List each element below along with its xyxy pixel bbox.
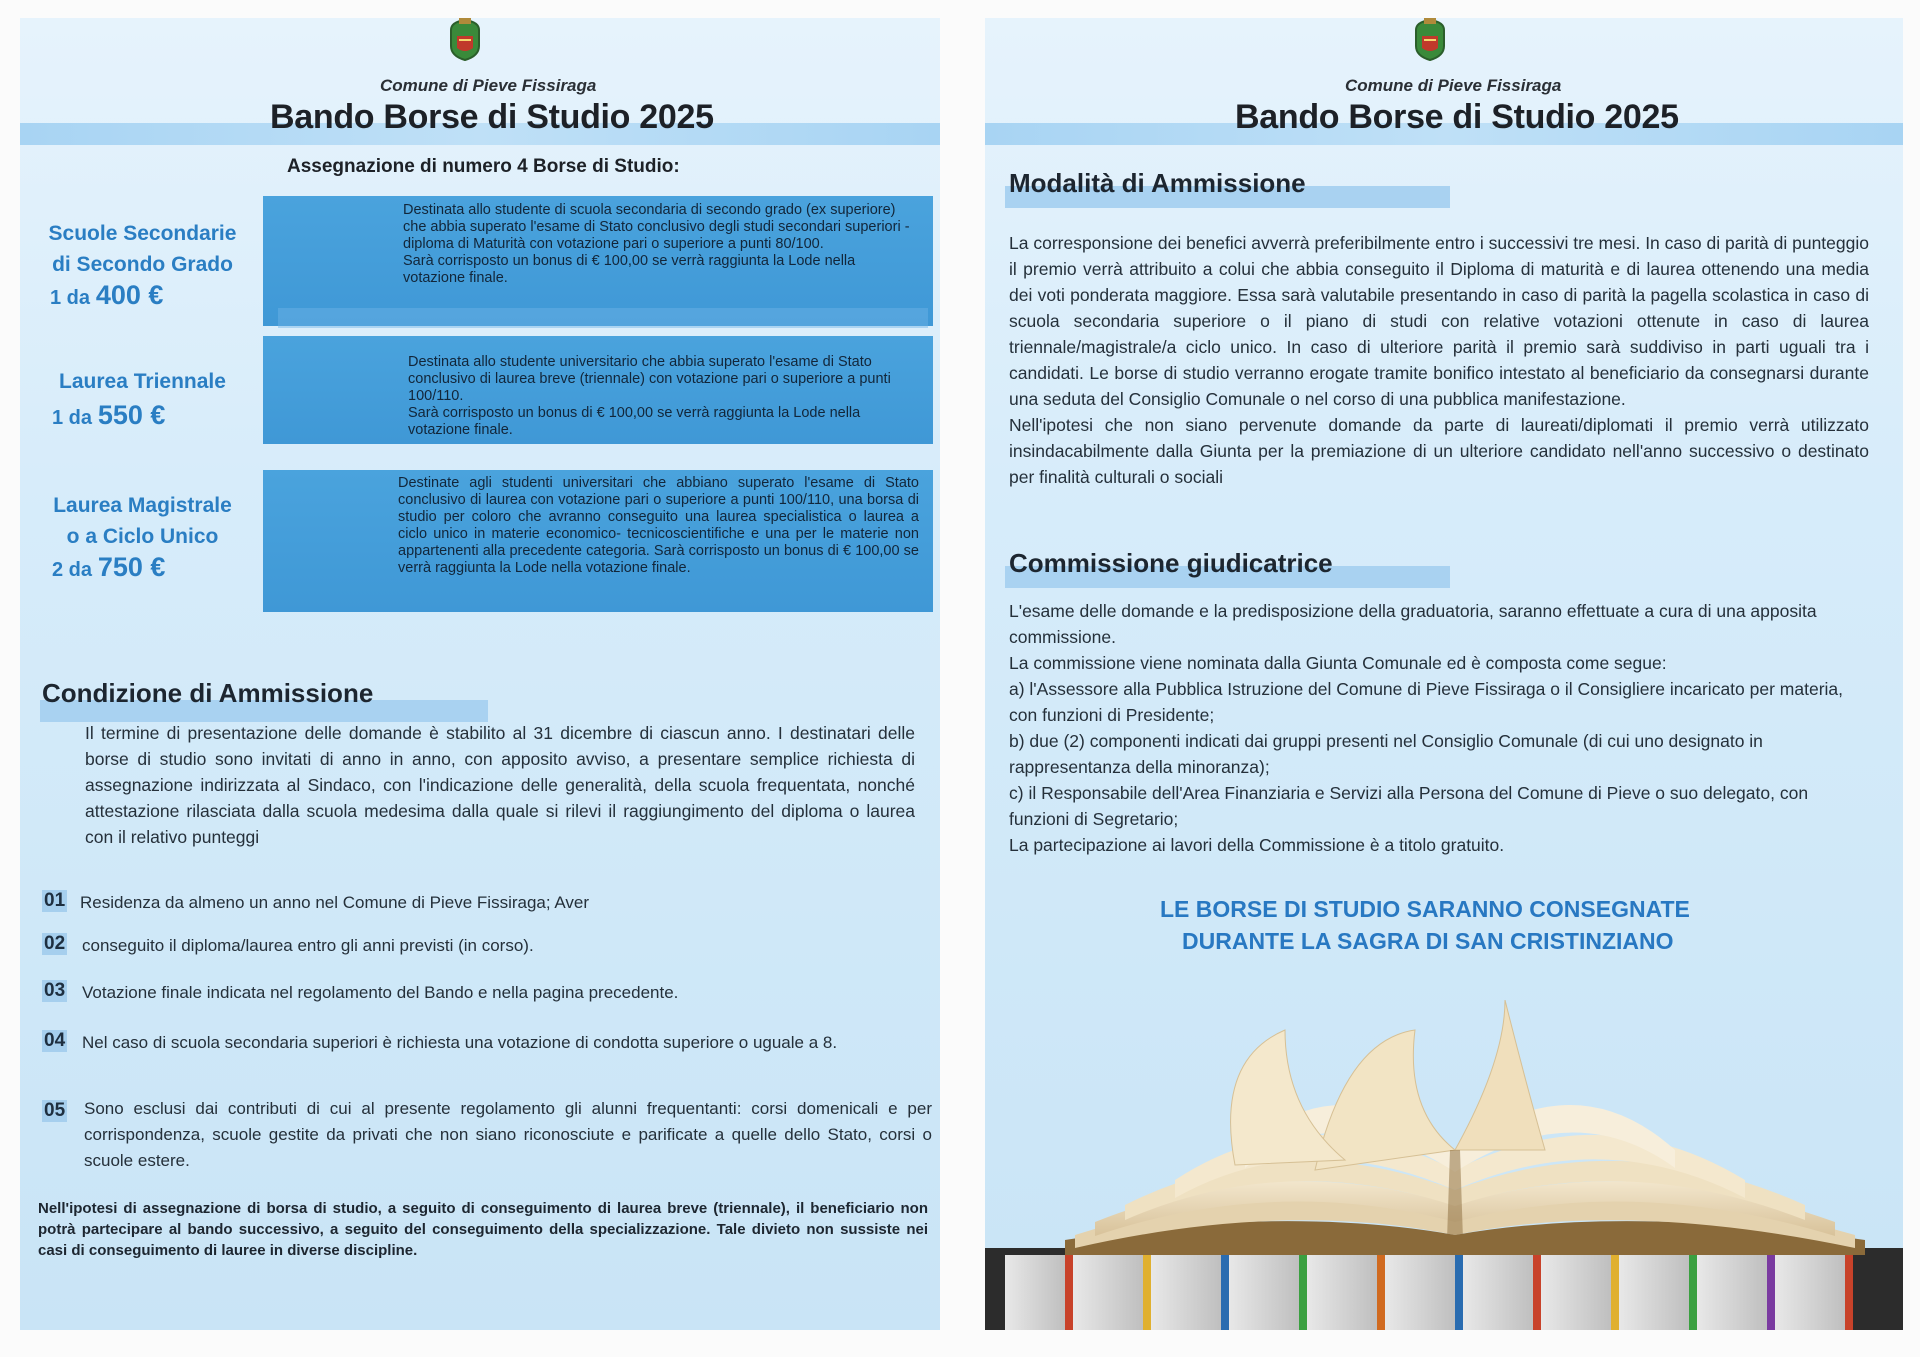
condition-item bbox=[42, 890, 922, 916]
comune-name: Comune di Pieve Fissiraga bbox=[380, 76, 597, 95]
category-description-box bbox=[263, 196, 933, 326]
category-name: Laurea Triennale bbox=[59, 370, 226, 393]
condizione-text: Il termine di presentazione delle domande è stabilito al 31 dicembre di ciascun anno. I destinatari delle borse di studio sono invitati di anno in anno, con apposito avviso, a presentare semplice richiesta di assegnazione indirizzata al Sindaco, con l'indicazione delle generalità, della scuola frequentata, nonché attestazione rilasciata dalla scuola medesima dalla quale si rilevi il raggiungimento del diploma o laurea con il relativo punteggi bbox=[85, 723, 915, 847]
commissione-line: a) l'Assessore alla Pubblica Istruzione del Comune di Pieve Fissiraga o il Consigliere incaricato per materia, con funzioni di Presidente; bbox=[1009, 679, 1844, 725]
commissione-line: La commissione viene nominata dalla Giunta Comunale ed è composta come segue: bbox=[1009, 653, 1667, 673]
category-name-2: o a Ciclo Unico bbox=[66, 525, 219, 548]
category-name: Scuole Secondarie bbox=[48, 222, 237, 245]
item-number: 04 bbox=[44, 1030, 66, 1051]
commissione-line: L'esame delle domande e la predisposizione della graduatoria, saranno effettuate a cura di una apposita commissione. bbox=[1009, 601, 1817, 647]
condition-item bbox=[42, 933, 922, 959]
category-secondary bbox=[40, 218, 245, 314]
item-text: Sono esclusi dai contributi di cui al presente regolamento gli alunni frequentanti: corsi domenicali e per corrispondenza, scuole gestite da privati che non siano riconosciute e parificate a quelle dello Stato, corsi o scuole estere. bbox=[84, 1099, 932, 1170]
commissione-line: La partecipazione ai lavori della Commissione è a titolo gratuito. bbox=[1009, 835, 1505, 855]
category-name-2: di Secondo Grado bbox=[52, 253, 233, 276]
assignment-heading: Assegnazione di numero 4 Borse di Studio: bbox=[287, 156, 680, 177]
category-name: Laurea Magistrale bbox=[53, 494, 232, 517]
category-description: Destinate agli studenti universitari che abbiano superato l'esame di Stato conclusivo di laurea con votazione pari o superiore a punti 100/110, una borsa di studio per coloro che avranno conseguito una laurea specialistica o laurea a ciclo unico in materie economico- tecnicoscientifiche e una per le materie non appartenenti alla precedente categoria. Sarà corrisposto un bonus di € 100,00 se verrà raggiunta la Lode nella votazione finale. bbox=[398, 475, 919, 576]
modalita-paragraph-1: La corresponsione dei benefici avverrà preferibilmente entro i successivi tre mesi. In caso di parità di punteggio il premio verrà attribuito a colui che abbia conseguito il Diploma di maturità e di laurea ottenendo una media dei voti ponderata maggiore. Essa sarà valutabile presentando in caso di parità la pagella scolastica in caso di scuola secondaria superiore o il piano di studi con relative votazioni ottenute in caso di laurea triennale/magistrale/a ciclo unico. In caso di ulteriore parità il premio sarà suddiviso in parti uguali tra i candidati. Le borse di studio verranno erogate tramite bonifico intestato al beneficiario da consegnarsi durante una seduta del Consiglio Comunale o nel corso di una pubblica manifestazione. bbox=[1009, 233, 1869, 409]
modalita-text bbox=[1009, 230, 1869, 490]
municipal-crest-icon bbox=[445, 18, 485, 62]
item-text: Nel caso di scuola secondaria superiori è richiesta una votazione di condotta superiore o uguale a 8. bbox=[82, 1033, 838, 1052]
category-description-box bbox=[263, 336, 933, 444]
comune-name: Comune di Pieve Fissiraga bbox=[1345, 76, 1562, 95]
category-bonus: Sarà corrisposto un bonus di € 100,00 se verrà raggiunta la Lode nella votazione finale. bbox=[408, 405, 861, 438]
condition-item bbox=[42, 1096, 932, 1174]
commissione-line: b) due (2) componenti indicati dai gruppi presenti nel Consiglio Comunale (di cui uno designato in rappresentanza della minoranza); bbox=[1009, 731, 1763, 777]
item-number: 01 bbox=[44, 890, 66, 911]
category-description: Destinata allo studente di scuola secondaria di secondo grado (ex superiore) che abbia superato l'esame di Stato conclusivo degli studi secondari superiori - diploma di Maturità con votazione pari o superiore a punti 80/100. bbox=[403, 202, 910, 252]
category-description-box bbox=[263, 470, 933, 612]
item-number: 05 bbox=[44, 1100, 66, 1121]
category-amount: 2 da 750 € bbox=[52, 552, 166, 582]
category-bonus: Sarà corrisposto un bonus di € 100,00 se verrà raggiunta la Lode nella votazione finale. bbox=[403, 253, 856, 286]
restriction-note: Nell'ipotesi di assegnazione di borsa di studio, a seguito di conseguimento di laurea breve (triennale), il beneficiario non potrà partecipare al bando successivo, a seguito del conseguimento della specializzazione. Tale divieto non sussiste nei casi di conseguimento di lauree in diverse discipline. bbox=[38, 1200, 928, 1259]
category-magistrale bbox=[40, 490, 245, 586]
category-amount: 1 da 550 € bbox=[52, 400, 166, 430]
category-amount: 1 da 400 € bbox=[50, 280, 164, 310]
right-page bbox=[985, 18, 1903, 1330]
municipal-crest-icon bbox=[1410, 18, 1450, 62]
commissione-line: c) il Responsabile dell'Area Finanziaria e Servizi alla Persona del Comune di Pieve o suo delegato, con funzioni di Segretario; bbox=[1009, 783, 1809, 829]
item-number: 03 bbox=[44, 980, 66, 1001]
item-text: Residenza da almeno un anno nel Comune di Pieve Fissiraga; Aver bbox=[80, 893, 590, 912]
page-title: Bando Borse di Studio 2025 bbox=[1235, 98, 1679, 136]
item-text: Votazione finale indicata nel regolamento del Bando e nella pagina precedente. bbox=[82, 983, 679, 1002]
condition-item bbox=[42, 1030, 937, 1056]
category-description: Destinata allo studente universitario che abbia superato l'esame di Stato conclusivo di laurea breve (triennale) con votazione pari o superiore a punti 100/110. bbox=[408, 354, 891, 404]
modalita-paragraph-2: Nell'ipotesi che non siano pervenute domande da parte di laureati/diplomati il premio verrà utilizzato insindacabilmente dalla Giunta per la premiazione di un ulteriore candidato nell'anno successivo o destinato per finalità culturali o sociali bbox=[1009, 415, 1869, 487]
condition-item bbox=[42, 980, 922, 1006]
left-page bbox=[20, 18, 940, 1330]
condizione-heading: Condizione di Ammissione bbox=[42, 678, 374, 708]
open-book-illustration bbox=[985, 1000, 1903, 1330]
category-triennale bbox=[40, 366, 245, 434]
page-title: Bando Borse di Studio 2025 bbox=[270, 98, 714, 136]
commissione-heading: Commissione giudicatrice bbox=[1009, 548, 1333, 578]
item-text: conseguito il diploma/laurea entro gli anni previsti (in corso). bbox=[82, 936, 534, 955]
delivery-notice: LE BORSE DI STUDIO SARANNO CONSEGNATE DURANTE LA SAGRA DI SAN CRISTINZIANO bbox=[1160, 896, 1690, 954]
commissione-text bbox=[1009, 598, 1869, 858]
modalita-heading: Modalità di Ammissione bbox=[1009, 168, 1306, 198]
item-number: 02 bbox=[44, 933, 66, 954]
